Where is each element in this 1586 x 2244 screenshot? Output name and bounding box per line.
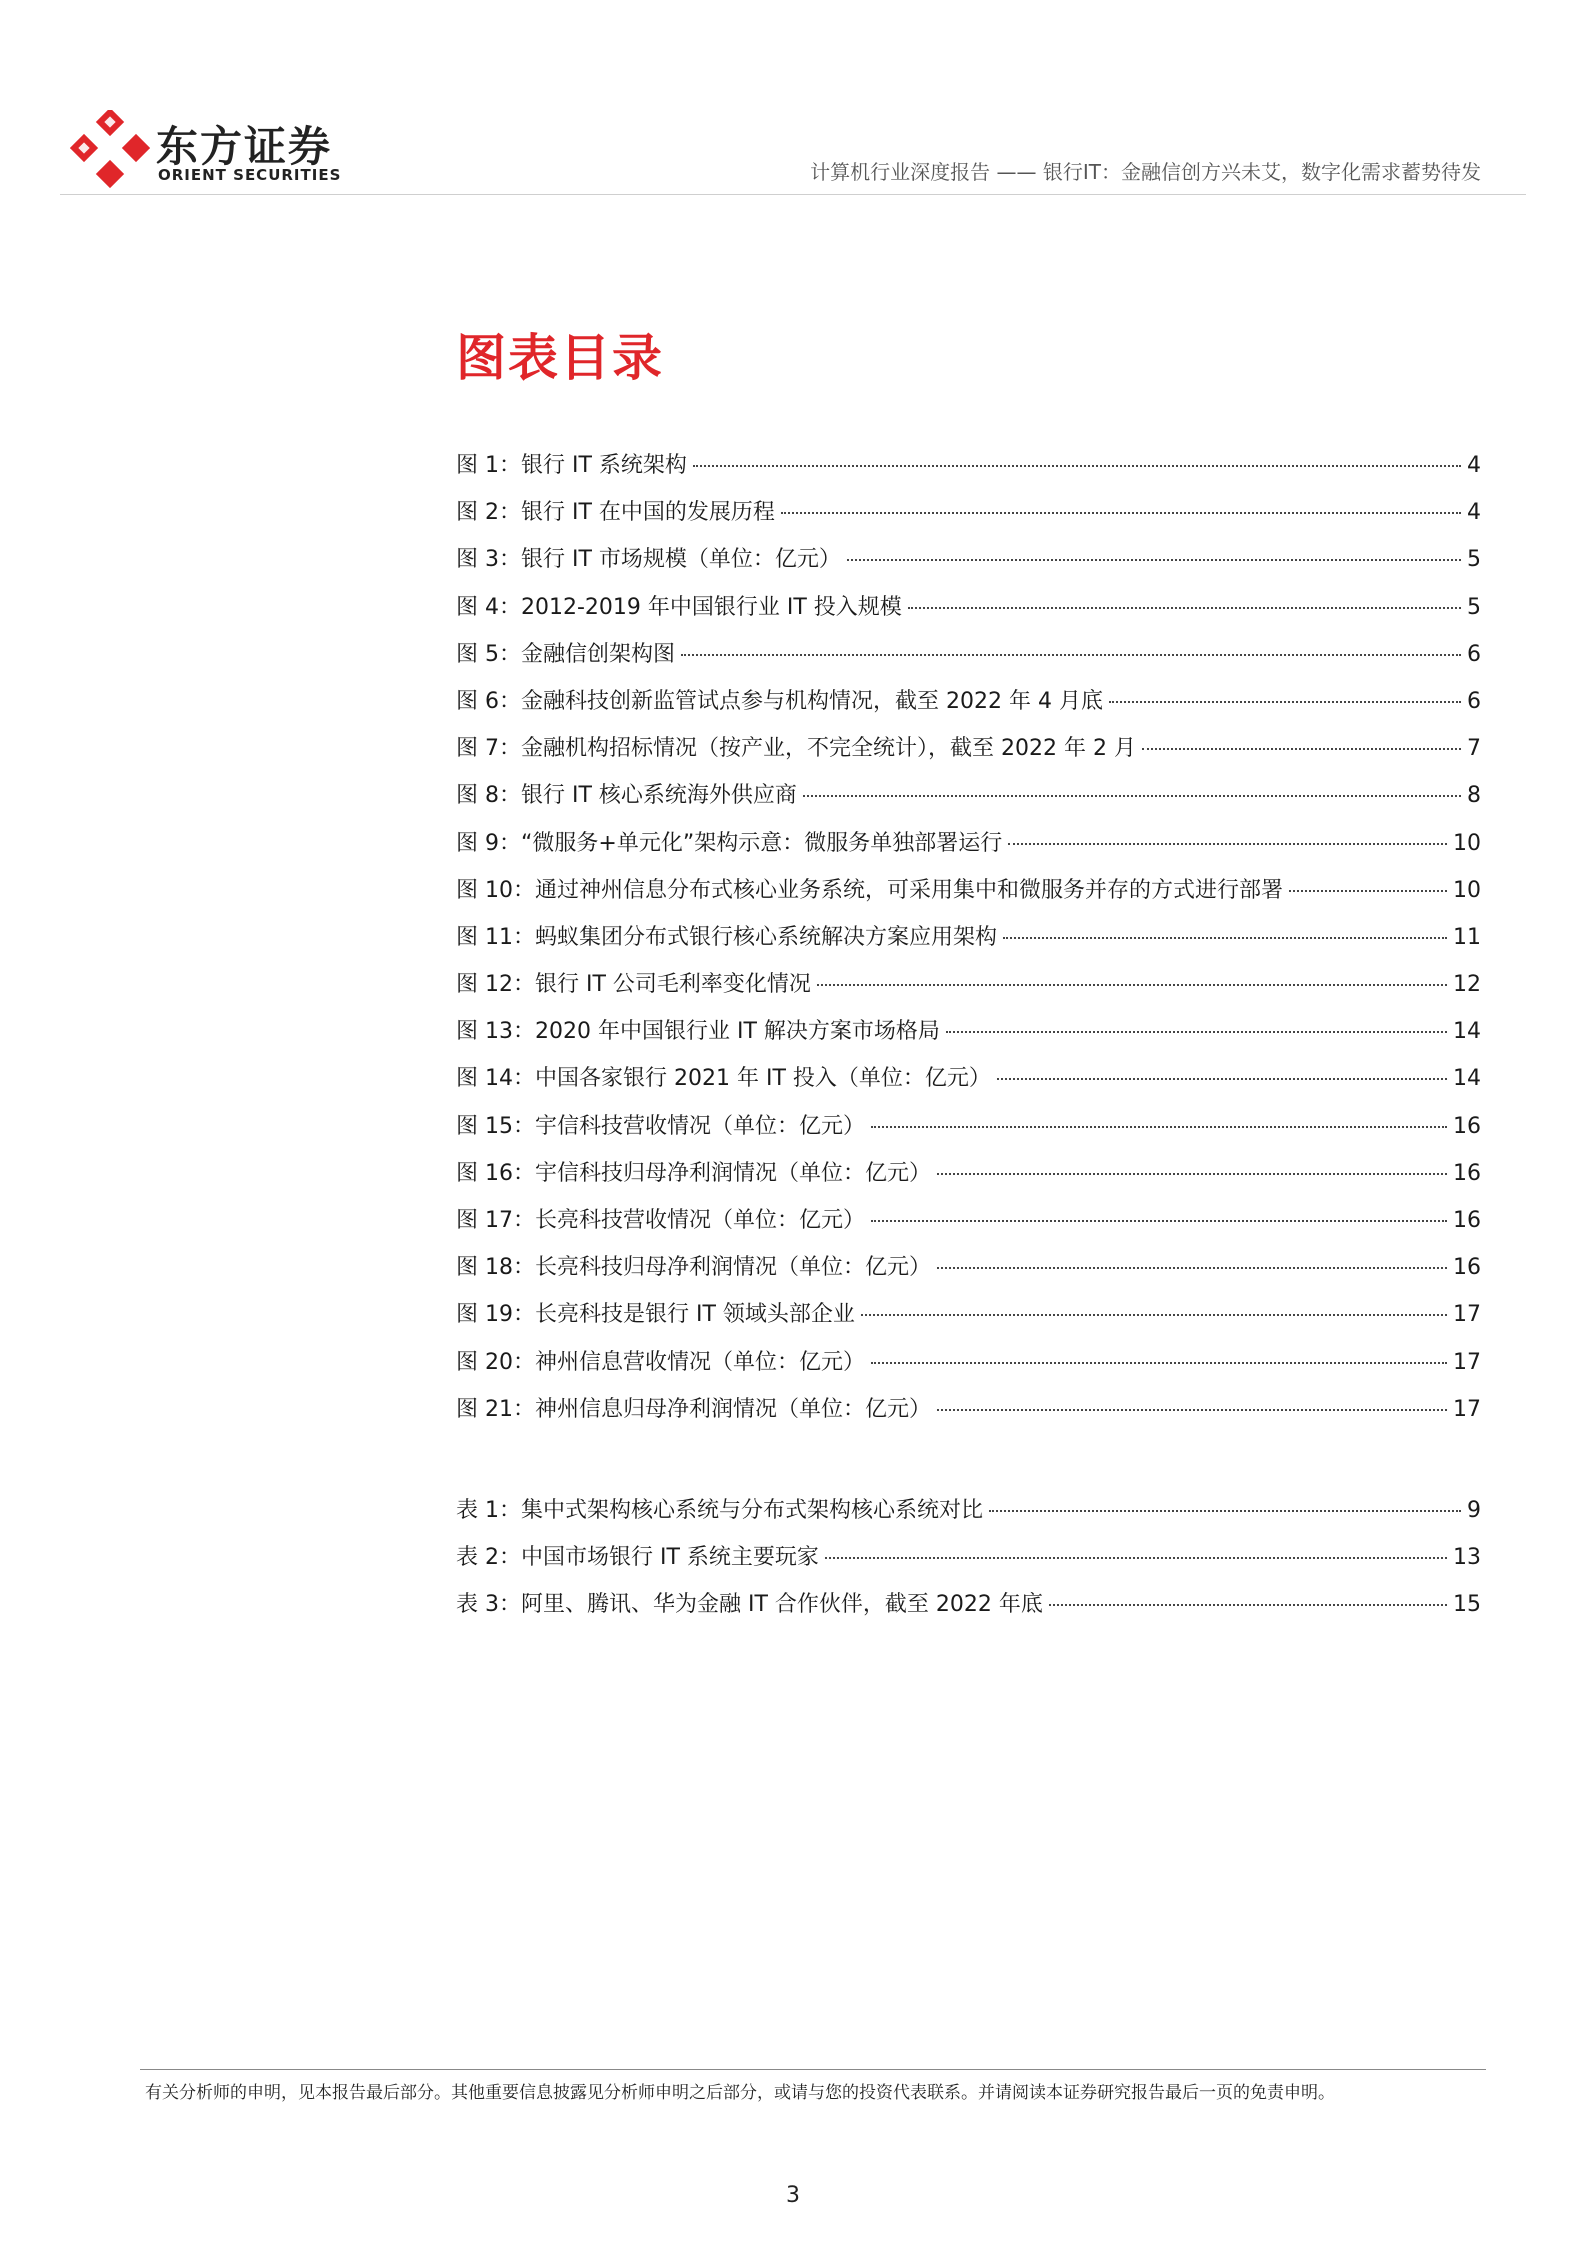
toc-entry-label: 图 18：长亮科技归母净利润情况（单位：亿元） <box>456 1255 931 1281</box>
toc-entry-page: 16 <box>1453 1160 1481 1186</box>
dot-leader <box>937 1409 1447 1411</box>
dot-leader <box>847 559 1461 561</box>
toc-entry-page: 6 <box>1467 641 1481 667</box>
toc-entry-label: 表 2：中国市场银行 IT 系统主要玩家 <box>456 1545 819 1571</box>
toc-entry-page: 14 <box>1453 1066 1481 1092</box>
toc-entry-page: 12 <box>1453 972 1481 998</box>
toc-entry-label: 图 20：神州信息营收情况（单位：亿元） <box>456 1349 865 1375</box>
toc-entry-label: 图 10：通过神州信息分布式核心业务系统，可采用集中和微服务并存的方式进行部署 <box>456 877 1283 903</box>
dot-leader <box>693 465 1461 467</box>
dot-leader <box>946 1031 1447 1033</box>
dot-leader <box>871 1126 1447 1128</box>
dot-leader <box>1142 748 1461 750</box>
toc-entry-page: 7 <box>1467 736 1481 762</box>
page-number: 3 <box>786 2183 800 2208</box>
toc-entry-label: 图 8：银行 IT 核心系统海外供应商 <box>456 783 797 809</box>
toc-entry[interactable] <box>456 448 1481 495</box>
toc-entry[interactable] <box>456 684 1481 731</box>
toc-entry-page: 4 <box>1467 500 1481 526</box>
header-divider <box>60 194 1526 195</box>
toc-entry-label: 图 7：金融机构招标情况（按产业，不完全统计），截至 2022 年 2 月 <box>456 736 1136 762</box>
toc-entry[interactable] <box>456 731 1481 778</box>
toc-entry[interactable] <box>456 873 1481 920</box>
toc-entry-page: 10 <box>1453 830 1481 856</box>
toc-entry[interactable] <box>456 920 1481 967</box>
report-subtitle: 计算机行业深度报告 —— 银行IT：金融信创方兴未艾，数字化需求蓄势待发 <box>810 160 1481 184</box>
toc-entry-label: 图 14：中国各家银行 2021 年 IT 投入（单位：亿元） <box>456 1066 991 1092</box>
toc-entry[interactable] <box>456 1109 1481 1156</box>
dot-leader <box>1049 1604 1447 1606</box>
toc-entry-label: 图 4：2012-2019 年中国银行业 IT 投入规模 <box>456 594 902 620</box>
toc-entry-label: 图 19：长亮科技是银行 IT 领域头部企业 <box>456 1302 855 1328</box>
toc-entry-page: 8 <box>1467 783 1481 809</box>
toc-entry-label: 图 21：神州信息归母净利润情况（单位：亿元） <box>456 1396 931 1422</box>
toc-title: 图表目录 <box>456 329 664 387</box>
toc-entry[interactable] <box>456 1250 1481 1297</box>
dot-leader <box>1003 937 1447 939</box>
toc-entry-page: 11 <box>1453 924 1481 950</box>
toc-entry-page: 16 <box>1453 1208 1481 1233</box>
dot-leader <box>937 1267 1447 1269</box>
dot-leader <box>825 1557 1447 1559</box>
toc-entry[interactable] <box>456 1203 1481 1250</box>
toc-entry-label: 图 2：银行 IT 在中国的发展历程 <box>456 500 775 526</box>
dot-leader <box>997 1078 1447 1080</box>
logo-en-text: ORIENT SECURITIES <box>158 166 342 184</box>
toc-entry-label: 图 1：银行 IT 系统架构 <box>456 453 687 478</box>
dot-leader <box>1109 701 1461 703</box>
table-list <box>456 1493 1481 1635</box>
toc-entry[interactable] <box>456 1297 1481 1344</box>
dot-leader <box>1008 843 1447 845</box>
toc-entry-page: 17 <box>1453 1396 1481 1422</box>
toc-entry[interactable] <box>456 1156 1481 1203</box>
toc-entry-page: 9 <box>1467 1498 1481 1523</box>
toc-entry-label: 图 5：金融信创架构图 <box>456 641 675 667</box>
dot-leader <box>871 1220 1447 1222</box>
logo-cn-text: 东方证券 <box>156 122 333 171</box>
toc-entry[interactable] <box>456 1392 1481 1439</box>
toc-entry-page: 17 <box>1453 1302 1481 1328</box>
company-logo <box>70 110 350 190</box>
dot-leader <box>937 1173 1447 1175</box>
toc-entry-label: 图 3：银行 IT 市场规模（单位：亿元） <box>456 547 841 573</box>
footer-divider <box>140 2069 1486 2070</box>
toc-entry-label: 表 3：阿里、腾讯、华为金融 IT 合作伙伴，截至 2022 年底 <box>456 1592 1043 1618</box>
dot-leader <box>908 607 1461 609</box>
toc-entry-page: 6 <box>1467 688 1481 714</box>
toc-entry[interactable] <box>456 1014 1481 1061</box>
toc-entry-page: 16 <box>1453 1113 1481 1139</box>
toc-entry-page: 10 <box>1453 877 1481 903</box>
toc-entry-page: 4 <box>1467 453 1481 478</box>
toc-entry[interactable] <box>456 542 1481 589</box>
dot-leader <box>681 654 1461 656</box>
orient-logo-icon <box>70 110 150 190</box>
toc-entry[interactable] <box>456 590 1481 637</box>
toc-entry-label: 图 16：宇信科技归母净利润情况（单位：亿元） <box>456 1160 931 1186</box>
toc-entry-label: 图 13：2020 年中国银行业 IT 解决方案市场格局 <box>456 1019 940 1045</box>
toc-entry[interactable] <box>456 1061 1481 1108</box>
toc-entry-page: 13 <box>1453 1545 1481 1571</box>
toc-entry[interactable] <box>456 826 1481 873</box>
dot-leader <box>1289 890 1447 892</box>
toc-entry-page: 17 <box>1453 1349 1481 1375</box>
footer-disclaimer: 有关分析师的申明，见本报告最后部分。其他重要信息披露见分析师申明之后部分，或请与您的投资代表联系。并请阅读本证券研究报告最后一页的免责申明。 <box>145 2083 1335 2103</box>
toc-entry-label: 表 1：集中式架构核心系统与分布式架构核心系统对比 <box>456 1498 983 1523</box>
toc-entry[interactable] <box>456 1345 1481 1392</box>
toc-entry-label: 图 6：金融科技创新监管试点参与机构情况，截至 2022 年 4 月底 <box>456 688 1103 714</box>
toc-entry[interactable] <box>456 1587 1481 1634</box>
dot-leader <box>803 795 1461 797</box>
toc-entry-page: 16 <box>1453 1255 1481 1281</box>
toc-entry-page: 5 <box>1467 547 1481 573</box>
toc-entry-label: 图 17：长亮科技营收情况（单位：亿元） <box>456 1208 865 1233</box>
toc-entry-label: 图 9：“微服务+单元化”架构示意：微服务单独部署运行 <box>456 830 1003 856</box>
toc-entry-label: 图 11：蚂蚁集团分布式银行核心系统解决方案应用架构 <box>456 924 997 950</box>
dot-leader <box>781 512 1461 514</box>
toc-entry-page: 14 <box>1453 1019 1481 1045</box>
toc-entry-page: 15 <box>1453 1592 1481 1618</box>
toc-entry[interactable] <box>456 1493 1481 1540</box>
dot-leader <box>861 1314 1447 1316</box>
toc-entry[interactable] <box>456 967 1481 1014</box>
toc-entry-label: 图 15：宇信科技营收情况（单位：亿元） <box>456 1113 865 1139</box>
toc-entry[interactable] <box>456 778 1481 825</box>
toc-entry[interactable] <box>456 495 1481 542</box>
dot-leader <box>989 1510 1461 1512</box>
dot-leader <box>871 1362 1447 1364</box>
toc-entry-label: 图 12：银行 IT 公司毛利率变化情况 <box>456 972 811 998</box>
figure-list <box>456 448 1481 1439</box>
toc-entry[interactable] <box>456 1540 1481 1587</box>
dot-leader <box>817 984 1447 986</box>
toc-entry-page: 5 <box>1467 594 1481 620</box>
toc-entry[interactable] <box>456 637 1481 684</box>
